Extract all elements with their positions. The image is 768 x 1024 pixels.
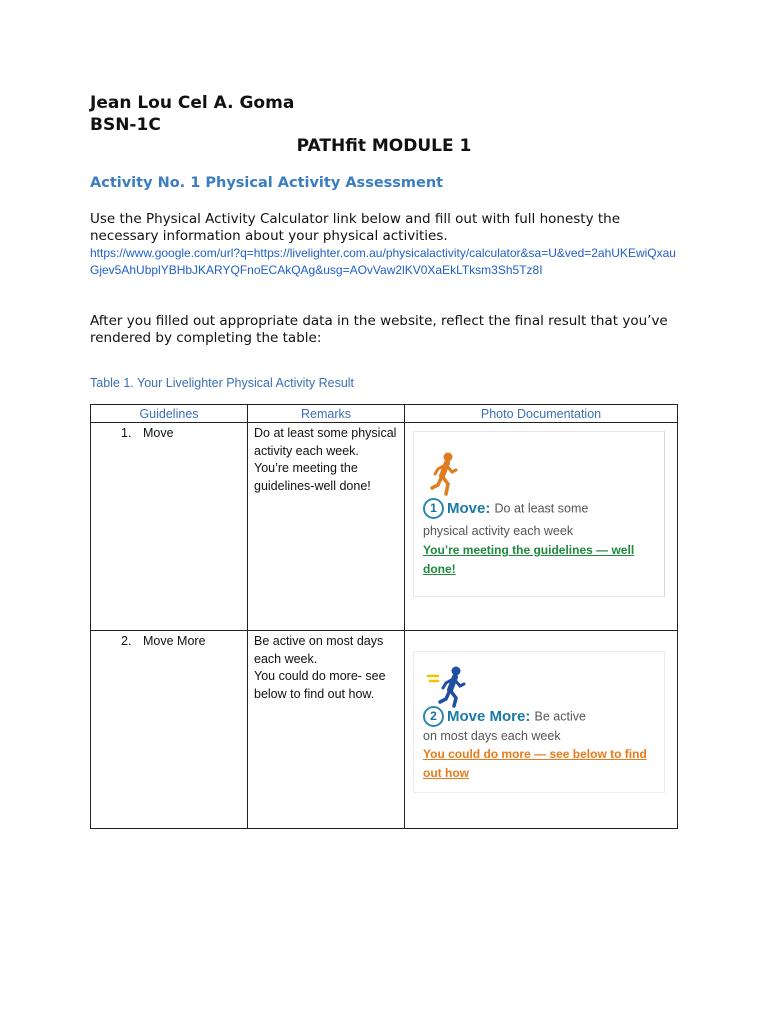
guideline-number: 1. [121, 426, 132, 440]
header-guidelines: Guidelines [91, 405, 248, 423]
guideline-label: Move [143, 426, 174, 440]
table-caption: Table 1. Your Livelighter Physical Activity Result [90, 376, 355, 390]
step-number-badge: 2 [423, 706, 444, 727]
guideline-label: Move More [143, 634, 206, 648]
guideline-cell [91, 423, 248, 631]
photo-result-text: You could do more — see below to find out how [423, 747, 647, 780]
module-title-text: PATHfit MODULE 1 [296, 136, 472, 156]
remark-line: You’re meeting the guidelines-well done! [254, 461, 371, 493]
instruction-paragraph: Use the Physical Activity Calculator link below and fill out with full honesty the necessary information about your physical activities. [90, 211, 621, 244]
photo-cell [405, 423, 678, 631]
result-table [90, 404, 678, 829]
photo-documentation-image [413, 431, 665, 597]
header-remarks: Remarks [248, 405, 405, 423]
photo-result-text: You’re meeting the guidelines — well done! [423, 543, 635, 576]
photo-title: Move More: [447, 708, 531, 725]
photo-subtitle: on most days each week [423, 729, 561, 743]
header-photo-documentation: Photo Documentation [405, 405, 678, 423]
remark-line: You could do more- see below to find out how. [254, 669, 386, 701]
student-name: Jean Lou Cel A. Goma [90, 93, 295, 113]
remarks-cell [248, 631, 405, 829]
remark-line: Be active on most days each week. [254, 634, 384, 666]
guideline-cell [91, 631, 248, 829]
photo-title: Move: [447, 500, 491, 517]
guideline-number: 2. [121, 634, 132, 648]
photo-title-rest: Do at least some [494, 501, 589, 516]
student-section: BSN-1C [90, 115, 161, 135]
step-number-badge: 1 [423, 498, 444, 519]
table-header-row [91, 405, 678, 423]
remark-line: Do at least some physical activity each week. [254, 426, 397, 458]
photo-subtitle: physical activity each week [423, 524, 574, 538]
photo-heading [423, 706, 586, 727]
module-title [0, 135, 768, 157]
photo-cell [405, 631, 678, 829]
guideline-item [91, 631, 247, 650]
running-person-icon [426, 666, 468, 708]
photo-documentation-image [413, 651, 665, 793]
guideline-item [91, 423, 247, 442]
remarks-text [248, 423, 404, 495]
activity-heading: Activity No. 1 Physical Activity Assessment [90, 175, 444, 191]
table-row [91, 631, 678, 829]
photo-title-rest: Be active [534, 709, 586, 724]
remarks-cell [248, 423, 405, 631]
calculator-link[interactable]: https://www.google.com/url?q=https://livelighter.com.au/physicalactivity/calculator&sa=U&ved=2ahUKEwiQxauGjev5AhUbplYBHbJKARYQFnoECAkQAg&usg=AOvVaw2lKV0XaEkLTksm3Sh5Tz8I [90, 246, 676, 277]
running-person-icon [430, 452, 458, 498]
table-row [91, 423, 678, 631]
photo-heading [423, 498, 588, 519]
remarks-text [248, 631, 404, 703]
reflection-paragraph: After you filled out appropriate data in the website, reflect the final result that you’ve rendered by completing the table: [90, 313, 668, 346]
